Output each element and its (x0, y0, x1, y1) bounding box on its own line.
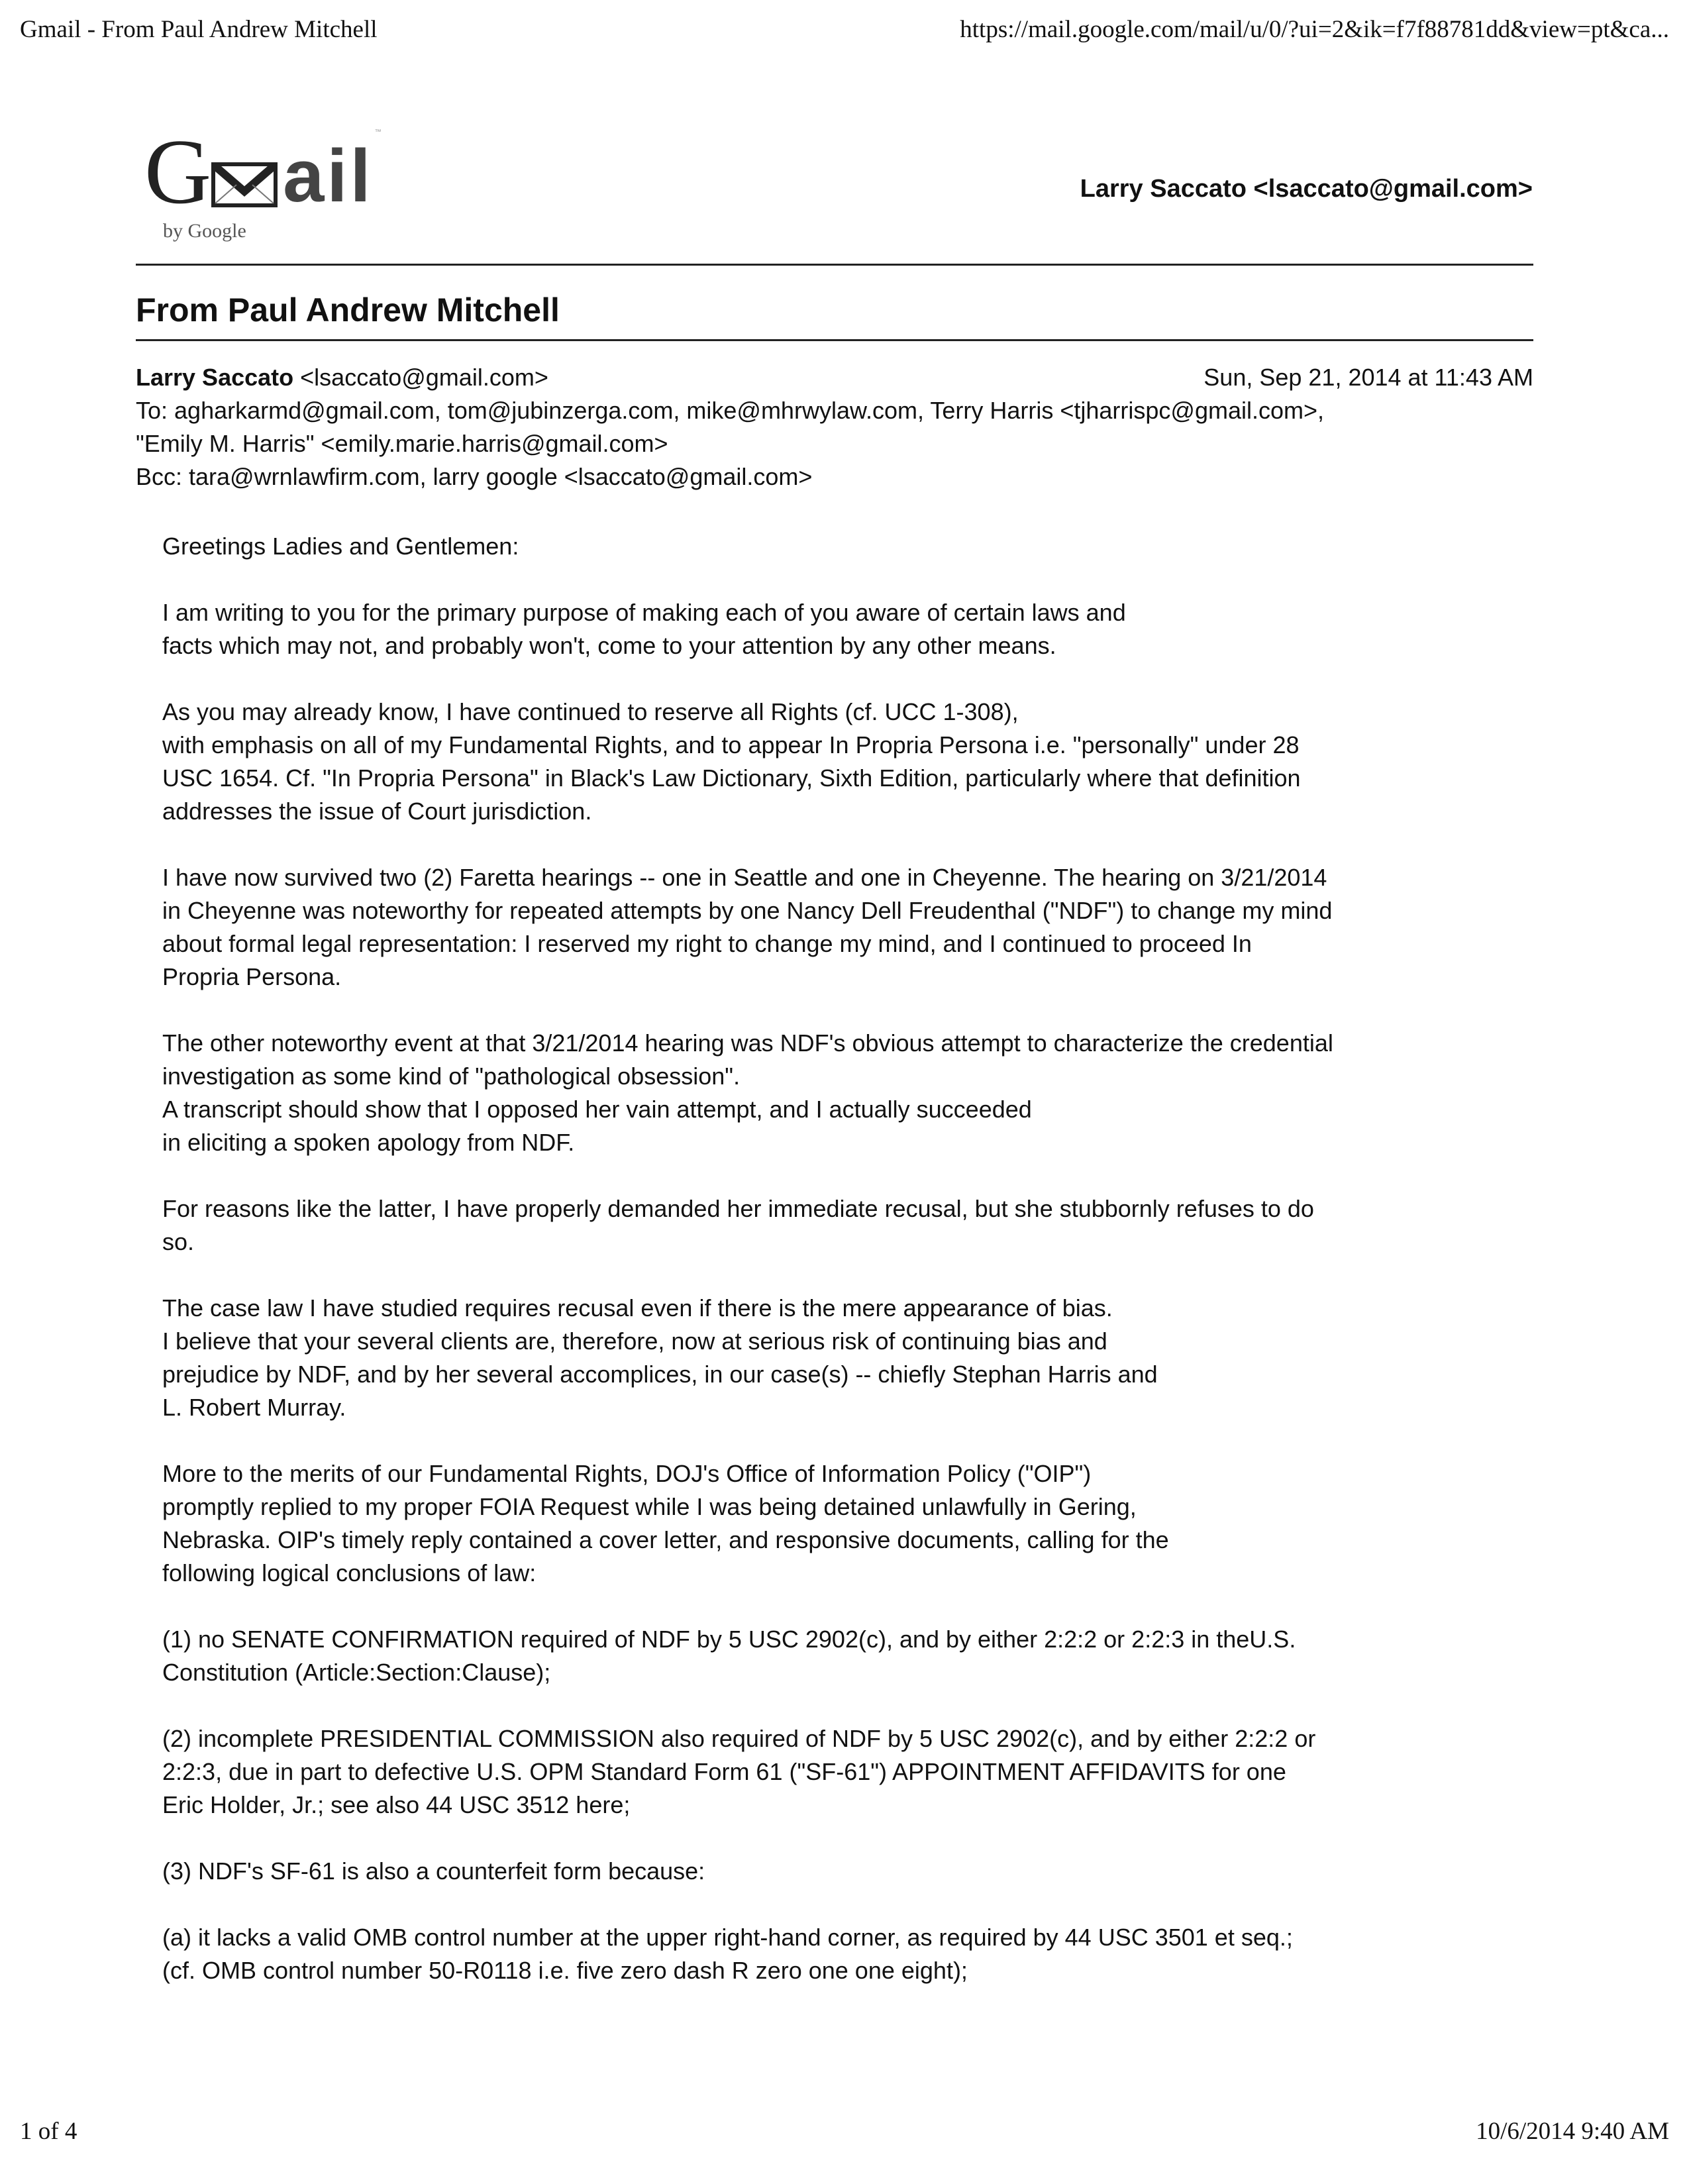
message-header (136, 361, 1533, 494)
print-header (20, 15, 1669, 45)
body-line: Nebraska. OIP's timely reply contained a cover letter, and responsive documents, calling for the (162, 1526, 1169, 1553)
body-line: (1) no SENATE CONFIRMATION required of NDF by 5 USC 2902(c), and by either 2:2:2 or 2:2:3 in theU.S. (162, 1626, 1296, 1653)
account-identity: Larry Saccato <lsaccato@gmail.com> (1080, 175, 1533, 203)
body-line: 2:2:3, due in part to defective U.S. OPM Standard Form 61 ("SF-61") APPOINTMENT AFFIDAVITS for one (162, 1758, 1286, 1785)
logo-byline: by Google (163, 220, 246, 242)
body-line: addresses the issue of Court jurisdiction. (162, 798, 592, 825)
body-line: prejudice by NDF, and by her several accomplices, in our case(s) -- chiefly Stephan Harris and (162, 1361, 1158, 1388)
sender-name: Larry Saccato (136, 364, 294, 391)
sender (136, 361, 548, 394)
body-line: promptly replied to my proper FOIA Request while I was being detained unlawfully in Gering, (162, 1493, 1137, 1520)
body-paragraph (162, 1921, 1540, 1987)
body-paragraph (162, 1722, 1540, 1822)
body-line: facts which may not, and probably won't, come to your attention by any other means. (162, 632, 1056, 659)
trademark-mark: ™ (374, 129, 382, 136)
body-line: (3) NDF's SF-61 is also a counterfeit form because: (162, 1857, 705, 1885)
to-recipients (136, 394, 1533, 460)
body-paragraph (162, 861, 1540, 994)
print-timestamp: 10/6/2014 9:40 AM (1476, 2118, 1669, 2145)
gmail-logo (144, 129, 436, 243)
print-page-url: https://mail.google.com/mail/u/0/?ui=2&ik=f7f88781dd&view=pt&ca... (960, 16, 1669, 43)
email-subject: From Paul Andrew Mitchell (136, 291, 560, 329)
body-line: More to the merits of our Fundamental Rights, DOJ's Office of Information Policy ("OIP") (162, 1460, 1092, 1487)
body-line: (a) it lacks a valid OMB control number at the upper right-hand corner, as required by 44 USC 3501 et seq.; (162, 1924, 1293, 1951)
body-line: (2) incomplete PRESIDENTIAL COMMISSION also required of NDF by 5 USC 2902(c), and by either 2:2:2 or (162, 1725, 1316, 1752)
sender-email: <lsaccato@gmail.com> (300, 364, 548, 391)
body-line: I believe that your several clients are, therefore, now at serious risk of continuing bias and (162, 1327, 1107, 1355)
email-body (162, 530, 1540, 2020)
from-row (136, 361, 1533, 394)
body-line: so. (162, 1228, 195, 1255)
body-paragraph (162, 1192, 1540, 1259)
body-line: Propria Persona. (162, 963, 342, 990)
print-footer (20, 2116, 1669, 2147)
body-paragraph (162, 696, 1540, 828)
body-line: about formal legal representation: I reserved my right to change my mind, and I continued to proceed In (162, 930, 1252, 957)
body-line: I am writing to you for the primary purpose of making each of you aware of certain laws and (162, 599, 1126, 626)
body-paragraph (162, 1855, 1540, 1888)
body-line: A transcript should show that I opposed her vain attempt, and I actually succeeded (162, 1096, 1032, 1123)
body-line: Eric Holder, Jr.; see also 44 USC 3512 here; (162, 1791, 631, 1818)
logo-letter-g: G (144, 129, 209, 215)
body-line: For reasons like the latter, I have properly demanded her immediate recusal, but she stubbornly refuses to do (162, 1195, 1314, 1222)
body-line: with emphasis on all of my Fundamental Rights, and to appear In Propria Persona i.e. "personally" under 28 (162, 731, 1300, 758)
gmail-wordmark (144, 129, 382, 215)
body-paragraph (162, 1027, 1540, 1159)
print-page-title: Gmail - From Paul Andrew Mitchell (20, 16, 378, 43)
body-line: in eliciting a spoken apology from NDF. (162, 1129, 575, 1156)
body-paragraph (162, 530, 1540, 563)
body-line: L. Robert Murray. (162, 1394, 346, 1421)
body-line: Constitution (Article:Section:Clause); (162, 1659, 551, 1686)
body-paragraph (162, 1623, 1540, 1689)
body-line: investigation as some kind of "pathological obsession". (162, 1063, 741, 1090)
to-line: "Emily M. Harris" <emily.marie.harris@gmail.com> (136, 430, 668, 457)
bcc-recipients: Bcc: tara@wrnlawfirm.com, larry google <lsaccato@gmail.com> (136, 463, 813, 490)
body-line: (cf. OMB control number 50-R0118 i.e. five zero dash R zero one one eight); (162, 1957, 968, 1984)
body-paragraph (162, 596, 1540, 662)
page-number: 1 of 4 (20, 2118, 77, 2145)
logo-ail: ail (283, 134, 374, 215)
body-line: The case law I have studied requires recusal even if there is the mere appearance of bias. (162, 1294, 1113, 1322)
body-line: Greetings Ladies and Gentlemen: (162, 533, 519, 560)
body-line: The other noteworthy event at that 3/21/2014 hearing was NDF's obvious attempt to characterize the credential (162, 1029, 1333, 1057)
body-line: following logical conclusions of law: (162, 1559, 537, 1586)
gmail-envelope-icon (211, 162, 278, 207)
body-line: in Cheyenne was noteworthy for repeated attempts by one Nancy Dell Freudenthal ("NDF") to change my mind (162, 897, 1333, 924)
subject-divider (136, 339, 1533, 341)
body-line: USC 1654. Cf. "In Propria Persona" in Black's Law Dictionary, Sixth Edition, particularly where that definition (162, 764, 1301, 792)
body-line: As you may already know, I have continued to reserve all Rights (cf. UCC 1-308), (162, 698, 1019, 725)
body-paragraph (162, 1457, 1540, 1590)
body-paragraph (162, 1292, 1540, 1424)
message-date: Sun, Sep 21, 2014 at 11:43 AM (1203, 364, 1533, 391)
header-divider (136, 264, 1533, 266)
to-line: To: agharkarmd@gmail.com, tom@jubinzerga.com, mike@mhrwylaw.com, Terry Harris <tjharrispc@gmail.com>, (136, 397, 1325, 424)
body-line: I have now survived two (2) Faretta hearings -- one in Seattle and one in Cheyenne. The hearing on 3/21/2014 (162, 864, 1327, 891)
